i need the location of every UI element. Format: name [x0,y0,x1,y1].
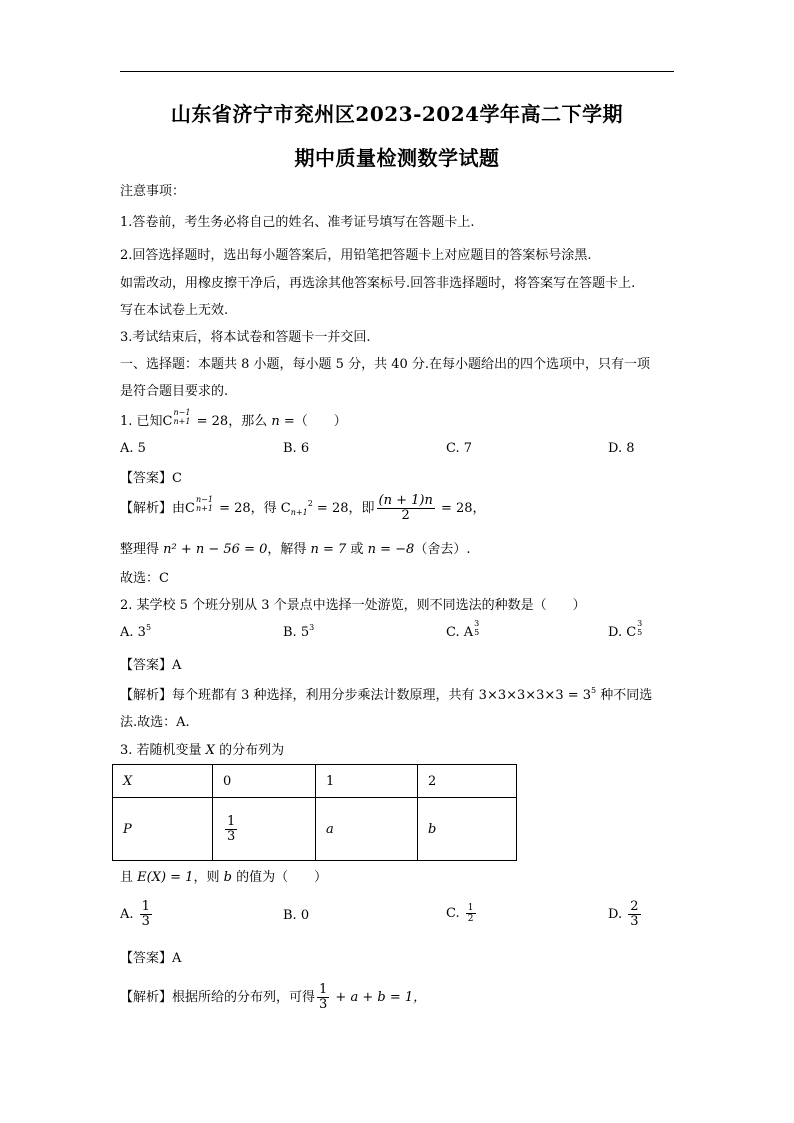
q3-explanation: 【解析】根据所给的分布列，可得 $\frac{1}{3}$ + a + b = 1， [120,982,427,1012]
q3-condition: 且 E(X) = 1，则 b 的值为（ ） [120,870,328,885]
table-cell: 0 [213,765,316,798]
table-row [113,798,517,861]
page-subtitle: 期中质量检测数学试题 [294,146,500,170]
table-row [113,765,517,798]
q1-option-c: C. 7 [446,441,473,456]
table-cell: 2 [418,765,517,798]
q3-answer: 【答案】A [120,951,182,966]
q2-answer: 【答案】A [120,658,182,673]
q1-explanation-2: 整理得 n² + n − 56 = 0，解得 n = 7 或 n = −8（舍去）. [120,542,471,557]
page-title: 山东省济宁市兖州区2023-2024学年高二下学期 [170,102,624,126]
distribution-table [112,764,517,861]
q1-conclusion: 故选：C [120,571,169,586]
table-cell: b [418,798,517,861]
q3-option-c: C. $\frac{1}{2}$ [446,903,474,924]
question-3-stem: 3. 若随机变量 X 的分布列为 [120,743,285,758]
q2-explanation-1: 【解析】每个班都有 3 种选择，利用分步乘法计数原理，共有 $3\times 3\times 3\times 3\times 3 = 3^5$ 种不同选 [120,686,653,703]
note-1: 1.答卷前，考生务必将自己的姓名、准考证号填写在答题卡上. [120,215,475,230]
question-2-stem: 2. 某学校 5 个班分别从 3 个景点中选择一处游览，则不同选法的种数是（ ） [120,598,586,613]
q2-explanation-2: 法.故选：A. [120,715,190,730]
q1-answer: 【答案】C [120,471,182,486]
table-cell: $\frac{1}{3}$ [213,798,316,861]
table-cell: 1 [316,765,418,798]
q3-option-a: A. $\frac{1}{3}$ [120,899,150,929]
q2-option-a: A. $3^5$ [120,623,152,640]
table-cell: X [113,765,213,798]
note-3: 3.考试结束后，将本试卷和答题卡一并交回. [120,330,371,345]
q2-option-b: B. $5^3$ [283,623,315,640]
table-cell: a [316,798,418,861]
section-heading-line2: 是符合题目要求的. [120,384,229,399]
q2-option-c: C. A 3 5 [446,619,480,640]
q2-option-d: D. C 3 5 [608,619,643,640]
top-rule [120,71,674,72]
q1-option-b: B. 6 [283,441,310,456]
note-2a: 2.回答选择题时，选出每小题答案后，用铅笔把答题卡上对应题目的答案标号涂黑. [120,248,592,263]
q3-option-b: B. 0 [283,908,310,923]
section-heading-line1: 一、选择题：本题共 8 小题，每小题 5 分，共 40 分.在每小题给出的四个选项中，只有一项 [120,357,651,372]
q3-option-d: D. $\frac{2}{3}$ [608,899,639,929]
table-cell: P [113,798,213,861]
q1-explanation-1: 【解析】由C n−1 n+1 = 28，得 $C_{n+1}^2 = 28$，即 $\frac{(n + 1)n}{2}$ = 28， [120,493,486,523]
note-2b: 如需改动，用橡皮擦干净后，再选涂其他答案标号.回答非选择题时，将答案写在答题卡上. [120,276,636,291]
note-2c: 写在本试卷上无效. [120,303,229,318]
q1-option-d: D. 8 [608,441,635,456]
q1-option-a: A. 5 [120,441,146,456]
notes-heading: 注意事项： [120,184,186,199]
question-1-stem: 1. 已知C n−1 n+1 = 28，那么 n =（ ） [120,408,347,429]
